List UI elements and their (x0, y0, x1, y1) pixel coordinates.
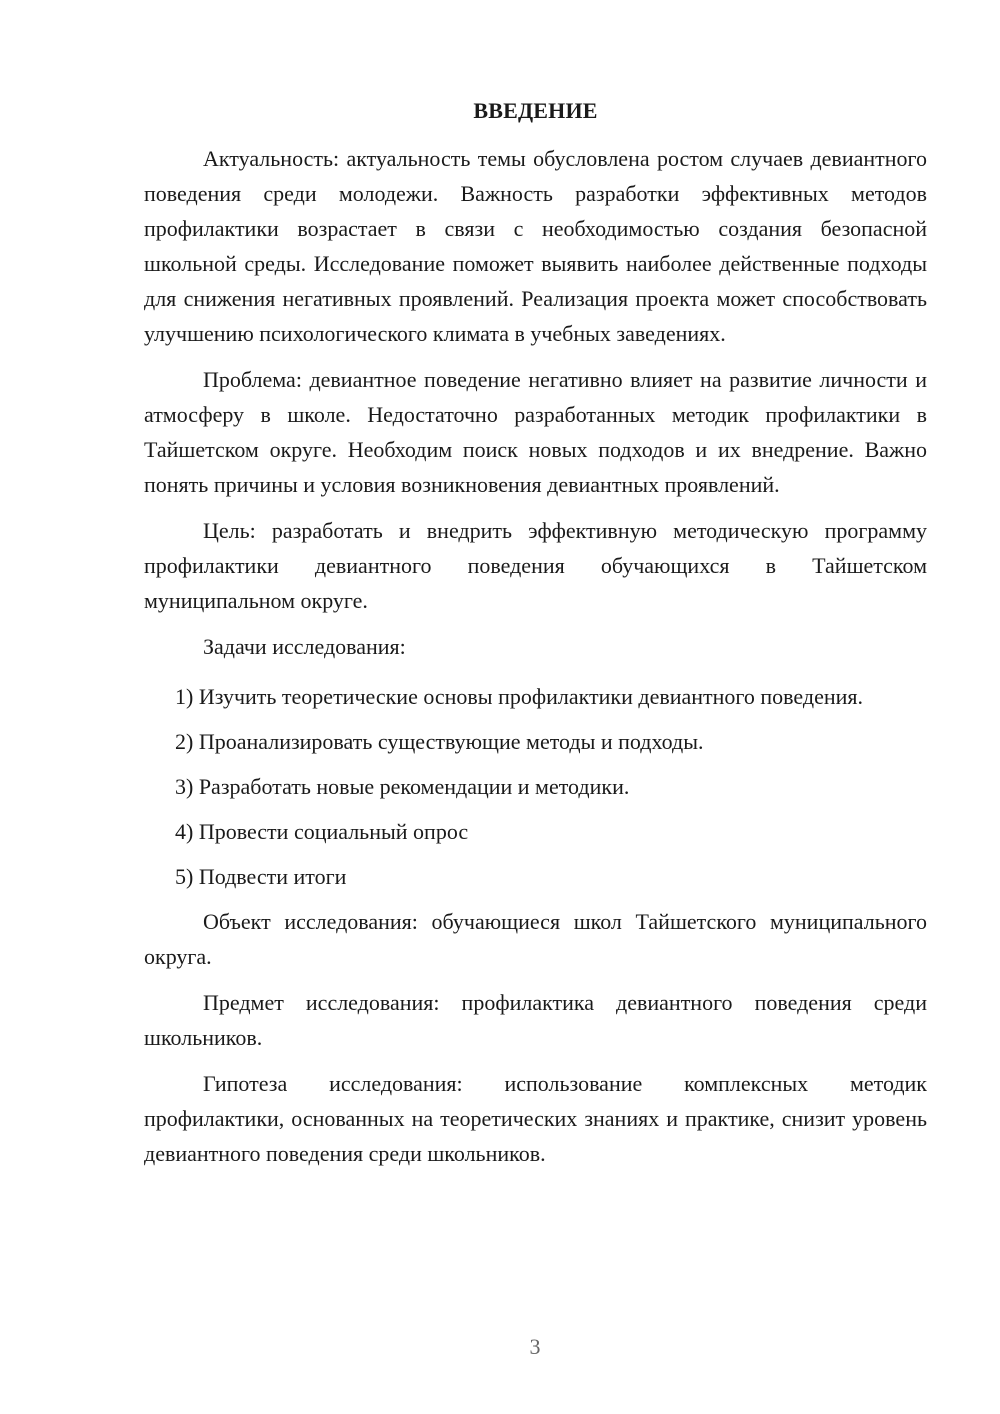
list-item: 1) Изучить теоретические основы профилактики девиантного поведения. (175, 684, 864, 709)
list-item: 5) Подвести итоги (175, 864, 347, 889)
problem-paragraph: Проблема: девиантное поведение негативно влияет на развитие личности и атмосферу в школе. Недостаточно разработанных методик профилактики в Тайшетском округе. Необходим поиск новых подходов и их внедрение. Важно понять причины и условия возникновения девиантных проявлений. (144, 367, 927, 497)
document-page (144, 93, 927, 1182)
object-paragraph: Объект исследования: обучающиеся школ Тайшетского муниципального округа. (144, 909, 927, 969)
page-number: 3 (529, 1334, 541, 1359)
goal-paragraph: Цель: разработать и внедрить эффективную методическую программу профилактики девиантного поведения обучающихся в Тайшетском муниципальном округе. (144, 518, 927, 613)
tasks-heading: Задачи исследования: (203, 634, 406, 659)
tasks-list (144, 679, 927, 894)
hypothesis-paragraph: Гипотеза исследования: использование комплексных методик профилактики, основанных на теоретических знаниях и практике, снизит уровень девиантного поведения среди школьников. (144, 1071, 927, 1166)
page-title: ВВЕДЕНИЕ (473, 98, 598, 123)
list-item: 2) Проанализировать существующие методы и подходы. (175, 729, 704, 754)
relevance-paragraph: Актуальность: актуальность темы обусловлена ростом случаев девиантного поведения среди молодежи. Важность разработки эффективных методов профилактики возрастает в связи с необходимостью создания безопасной школьной среды. Исследование поможет выявить наиболее действенные подходы для снижения негативных проявлений. Реализация проекта может способствовать улучшению психологического климата в учебных заведениях. (144, 146, 927, 346)
subject-paragraph: Предмет исследования: профилактика девиантного поведения среди школьников. (144, 990, 927, 1050)
list-item: 3) Разработать новые рекомендации и методики. (175, 774, 630, 799)
list-item: 4) Провести социальный опрос (175, 819, 469, 844)
